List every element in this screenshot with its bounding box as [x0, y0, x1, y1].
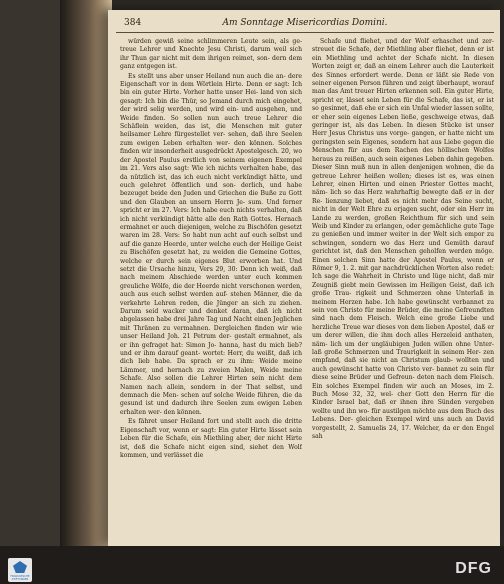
page-number: 384	[124, 18, 142, 28]
text-column-right	[312, 38, 494, 538]
institution-logo-icon	[13, 561, 27, 573]
facing-page-edge	[0, 0, 62, 584]
book-spine	[60, 0, 112, 584]
paragraph: Es fähret unser Heiland fort und stellt auch die dritte Eigenschaft vor, wenn er sagt: Ein guter Hirte lässet sein Leben für die Schafe, ein Miethling aber, der nicht Hirte ist, deß die Schafe nicht eigen sind, siehet den Wolf kommen, und verlässet die	[120, 418, 302, 459]
paragraph: Es stellt uns aber unser Heiland nun auch die an- dere Eigenschaft vor in dem Wörtlein Hirte. Denn er sagt: Ich bin ein guter Hirte. Vorher hatte unser Hei- land von sich gesagt: Ich bin die Thür, so Jemand durch mich eingehet, der wird selig werden, und wird ein- und ausgehen, und Weide finden. So sollen nun auch treue Lehrer die Schäflein weiden, das ist, die Menschen mit guter heilsamer Lehre fürgestellet ver- sehen, daß ihre Seelen zum ewigen Leben erhalten wer- den können. Solches finden wir insonderheit ausgedrückt Apostelgesch. 20, wo der Apostel Paulus erstlich von seinem eigenen Exempel im 21. Vers also sagt: Wie ich nichts verhalten habe, das da nützlich ist, das ich euch nicht verkündigt hätte, und euch gelehret öffentlich und son- derlich, und habe bezeuget beide den Juden und Griechen die Buße zu Gott und den Glauben an unsern Herrn Je- sum. Und ferner spricht er im 27. Vers: Ich habe euch nichts verhalten, daß ich nicht verkündigt hätte alle den Rath Gottes. Hernach ermahnet er auch diejenigen, welche zu Bischöfen gesetzt waren im 28. Vers: So habt nun acht auf euch selbst und auf die ganze Heerde, unter welche euch der Heilige Geist zu Bischöfen gesetzt hat, zu weiden die Gemeine Gottes, welche er durch sein eigenes Blut erworben hat. Und setzt die Ursache hinzu, Vers 29, 30: Denn ich weiß, daß nach meinem Abschiede werden unter euch kommen greuliche Wölfe, die der Heerde nicht verschonen werden, auch aus euch selbst werden auf- stehen Männer, die da verkehrte Lehren reden, die Jünger an sich zu ziehen. Darum seid wacker und denket daran, daß ich nicht abgelassen habe drei Jahre Tag und Nacht einen Jeglichen mit Thränen zu vermahnen. Dergleichen finden wir wie unser Heiland Joh. 21 Petrum der- gestalt ermahnet, als er ihn gefraget hat: Simon Jo- hanna, hast du mich lieb? und er ihm darauf geant- wortet: Herr, du weißt, daß ich dich lieb habe. Da sprach er zu ihm: Weide meine Lämmer, und hernach zu zweien Malen, Weide meine Schafe. Also sollen die Lehrer Hirten sein nicht dem Namen nach allein, sondern in der That selbst, und demnach die Men- schen auf solche Weide führen, die da gesund ist und dadurch ihre Seelen zum ewigen Leben erhalten wer- den können.	[120, 72, 302, 416]
text-column-left	[120, 38, 302, 538]
book-page	[108, 10, 500, 546]
page-header	[116, 18, 494, 32]
header-rule	[116, 32, 494, 33]
paragraph: würden gewiß seine schlimmeren Leute sein, als ge- treue Lehrer und Knechte Jesu Christi, darum weil sich ihr Thun gar nicht mit dem ihrigen reimet, son- dern dem ganz entgegen ist.	[120, 38, 302, 71]
dfg-logo: DFG	[455, 560, 492, 577]
institution-logo	[8, 558, 32, 582]
viewer-footer	[0, 546, 504, 584]
running-title: Am Sonntage Misericordias Domini.	[222, 18, 388, 28]
institution-logo-text: FRANCKESCHE STIFTUNGEN	[10, 575, 30, 581]
paragraph: Schafe und fliehet, und der Wolf erhaschet und zer- streuet die Schafe, der Miethling aber fliehet, denn er ist ein Miethling und achtet der Schafe nicht. In diesen Worten zeigt er, daß an einem Lehrer auch die Lauterkeit des Sinnes erfordert werde. Denn er läßt sie Rede von seiner eigenen Person führen und zeigt überhaupt, worauf man das Amt treuer Hirten erkennen soll. Ein guter Hirte, spricht er, lässet sein Leben für die Schafe, das ist, er ist so gesinnet, daß ehe er sich ein Unfal wieder lassen sollte, er eher sein eigenes Leben ließe, geschweige etwas, daß geringer ist, als das Leben. In diesen Stücke ist unser Herr Jesus Christus uns vorge- gangen, er hatte nicht um geringsten sein Eigenes, sondern hat aus Liebe gegen die Menschen für aus dem Rachen des höllischen Wolfes heraus zu reißen, auch sein eigenes Leben dahin gegeben. Dieser Sinn muß nun in allen denjenigen wohnen, die da getreue Lehrer heißen wollen; dieses ist es, was einen Lehrer, einen Hirten und einen Priester Gottes macht, näm- lich so das Herz wahrhaftig bewegte daß er in der Re- lienzung liebet, daß es nicht mehr das Seine sucht, nicht in der Welt Ehre zu erjagen sucht, oder ein Herr im Lande zu werden, großen Reichthum für sich und sein Weib und Kinder zu erlangen, oder gemächliche gute Tage zu genießen und immer weiter in der Welt sich empor zu schwingen, sondern wo das Herz und Gemüth darauf gerichtet ist, daß den Menschen geholfen werden möge. Einen solchen Sinn hatte der Apostel Paulus, wenn er Römer 9, 1. 2. mit gar nachdrücklichen Worten also redet: Ich sage die Wahrheit in Christo und lüge nicht, daß mir Zeugniß giebt mein Gewissen im Heiligen Geist, daß ich große Trau- rigkeit und Schmerzen ohne Unterlaß in meinem Herzen habe. Ich habe gewünscht verbannet zu sein von Christo für meine Brüder, die meine Gefreundten sind nach dem Fleisch. Welch eine große Liebe und herzliche Treue war dieses von dem lieben Apostel, daß er um derer willen, die ihm doch alles Herzeleid anthaten, näm- lich um der ungläubigen Juden willen ohne Unter- laß große Schmerzen und Traurigkeit in seinem Her- zen empfand, daß sie nicht an Christum glaub- wollten und auch gewünscht hatte von Christo ver- bannet zu sein für diese seine Brüder und Gefreun- deten nach dem Fleisch. Ein solches Exempel finden wir auch an Moses, im 2. Buch Mose 32, 32, wel- cher Gott den Herrn für die Kinder Israel bat, daß er ihnen ihre Sünden vergeben wollte und ihn wo- für austilgen möchte aus dem Buch des Lebens. Der- gleichen Exempel wird uns auch an David vorgestellt, 2. Samuelis 24, 17. Welcher, da er den Engel sah	[312, 38, 494, 441]
